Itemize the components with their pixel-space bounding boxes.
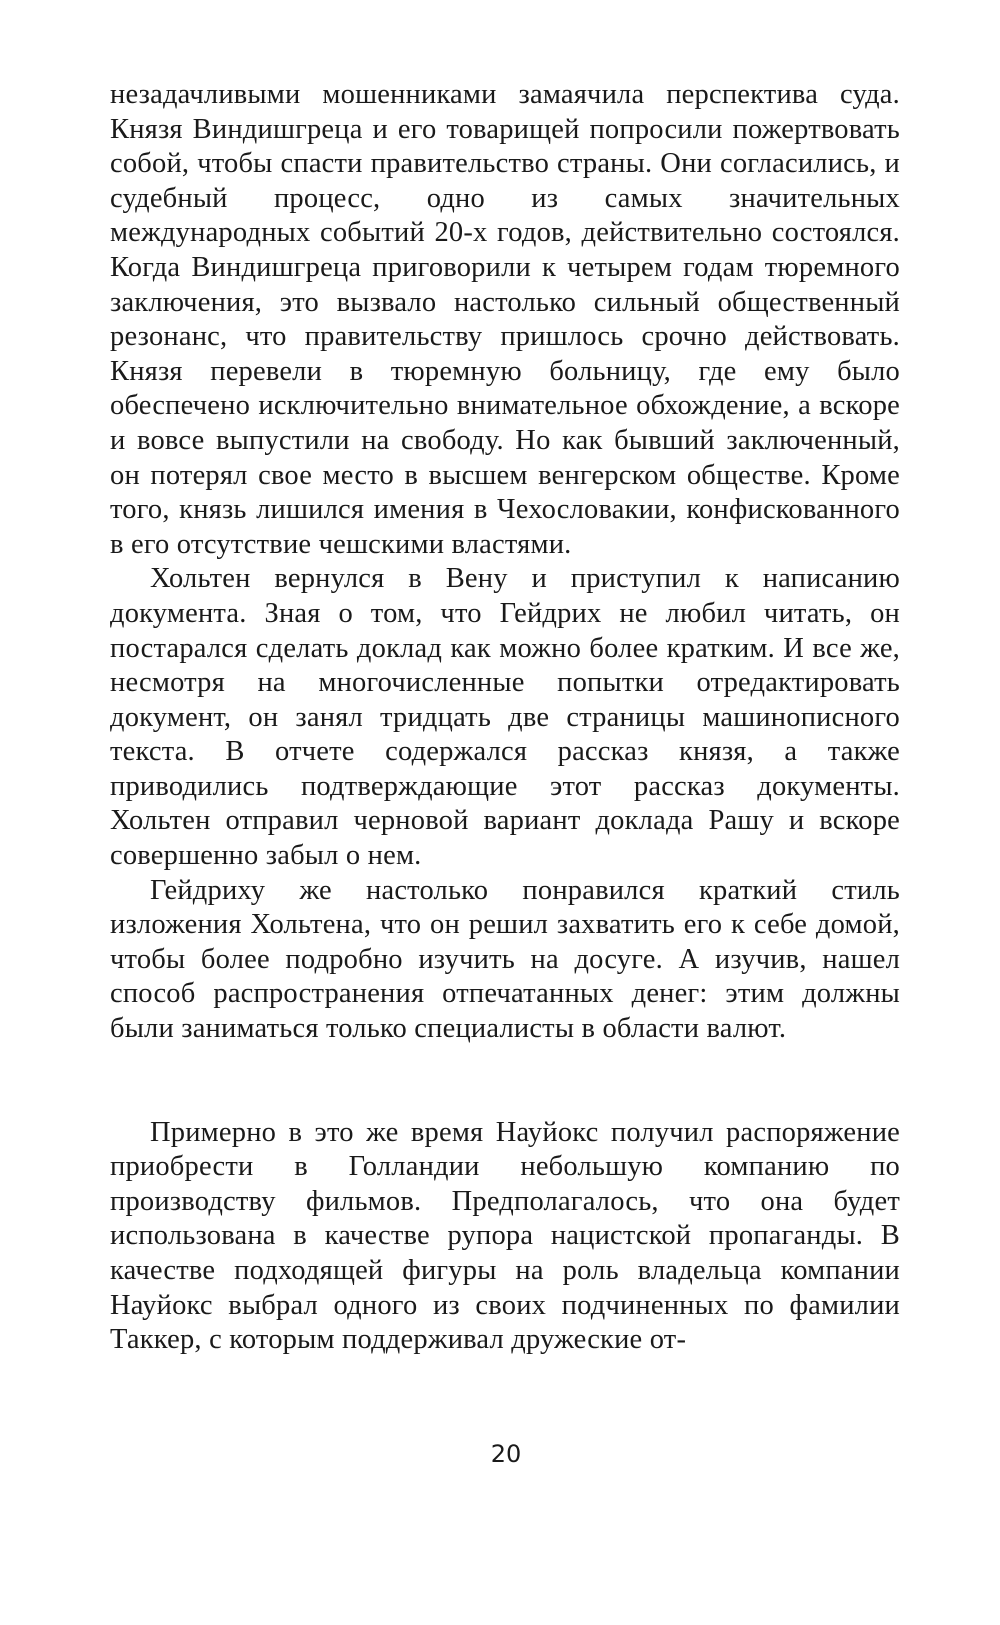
page-body [110,78,900,1358]
paragraph-4: Примерно в это же время Науйокс получил распоряжение приобрести в Голландии небольшую компанию по производству фильмов. Предполагалось, что она будет использована в качестве рупора нацистской пропаганды. В качестве подходящей фигуры на роль владельца компании Науйокс выбрал одного из своих подчиненных по фамилии Таккер, с которым поддерживал дружеские от- [110,1116,900,1356]
paragraph-1: незадачливыми мошенниками замаячила перспектива суда. Князя Виндишгреца и его товарищей попросили пожертвовать собой, чтобы спасти правительство страны. Они согласились, и судебный процесс, одно из самых значительных международных событий 20-х годов, действительно состоялся. Когда Виндишгреца приговорили к четырем годам тюремного заключения, это вызвало настолько сильный общественный резонанс, что правительству пришлось срочно действовать. Князя перевели в тюремную больницу, где ему было обеспечено исключительно внимательное обхождение, а вскоре и вовсе выпустили на свободу. Но как бывший заключенный, он потерял свое место в высшем венгерском обществе. Кроме того, князь лишился имения в Чехословакии, конфискованного в его отсутствие чешскими властями. [110,79,900,560]
paragraph-3: Гейдриху же настолько понравился краткий стиль изложения Хольтена, что он решил захватить его к себе домой, чтобы более подробно изучить на досуге. А изучив, нашел способ распространения отпечатанных денег: этим должны были заниматься только специалисты в области валют. [110,874,900,1045]
paragraph-2: Хольтен вернулся в Вену и приступил к написанию документа. Зная о том, что Гейдрих не любил читать, он постарался сделать доклад как можно более кратким. И все же, несмотря на многочисленные попытки отредактировать документ, он занял тридцать две страницы машинописного текста. В отчете содержался рассказ князя, а также приводились подтверждающие этот рассказ документы. Хольтен отправил черновой вариант доклада Рашу и вскоре совершенно забыл о нем. [110,563,900,872]
section-break [110,1047,900,1116]
page-number: 20 [490,1440,522,1468]
